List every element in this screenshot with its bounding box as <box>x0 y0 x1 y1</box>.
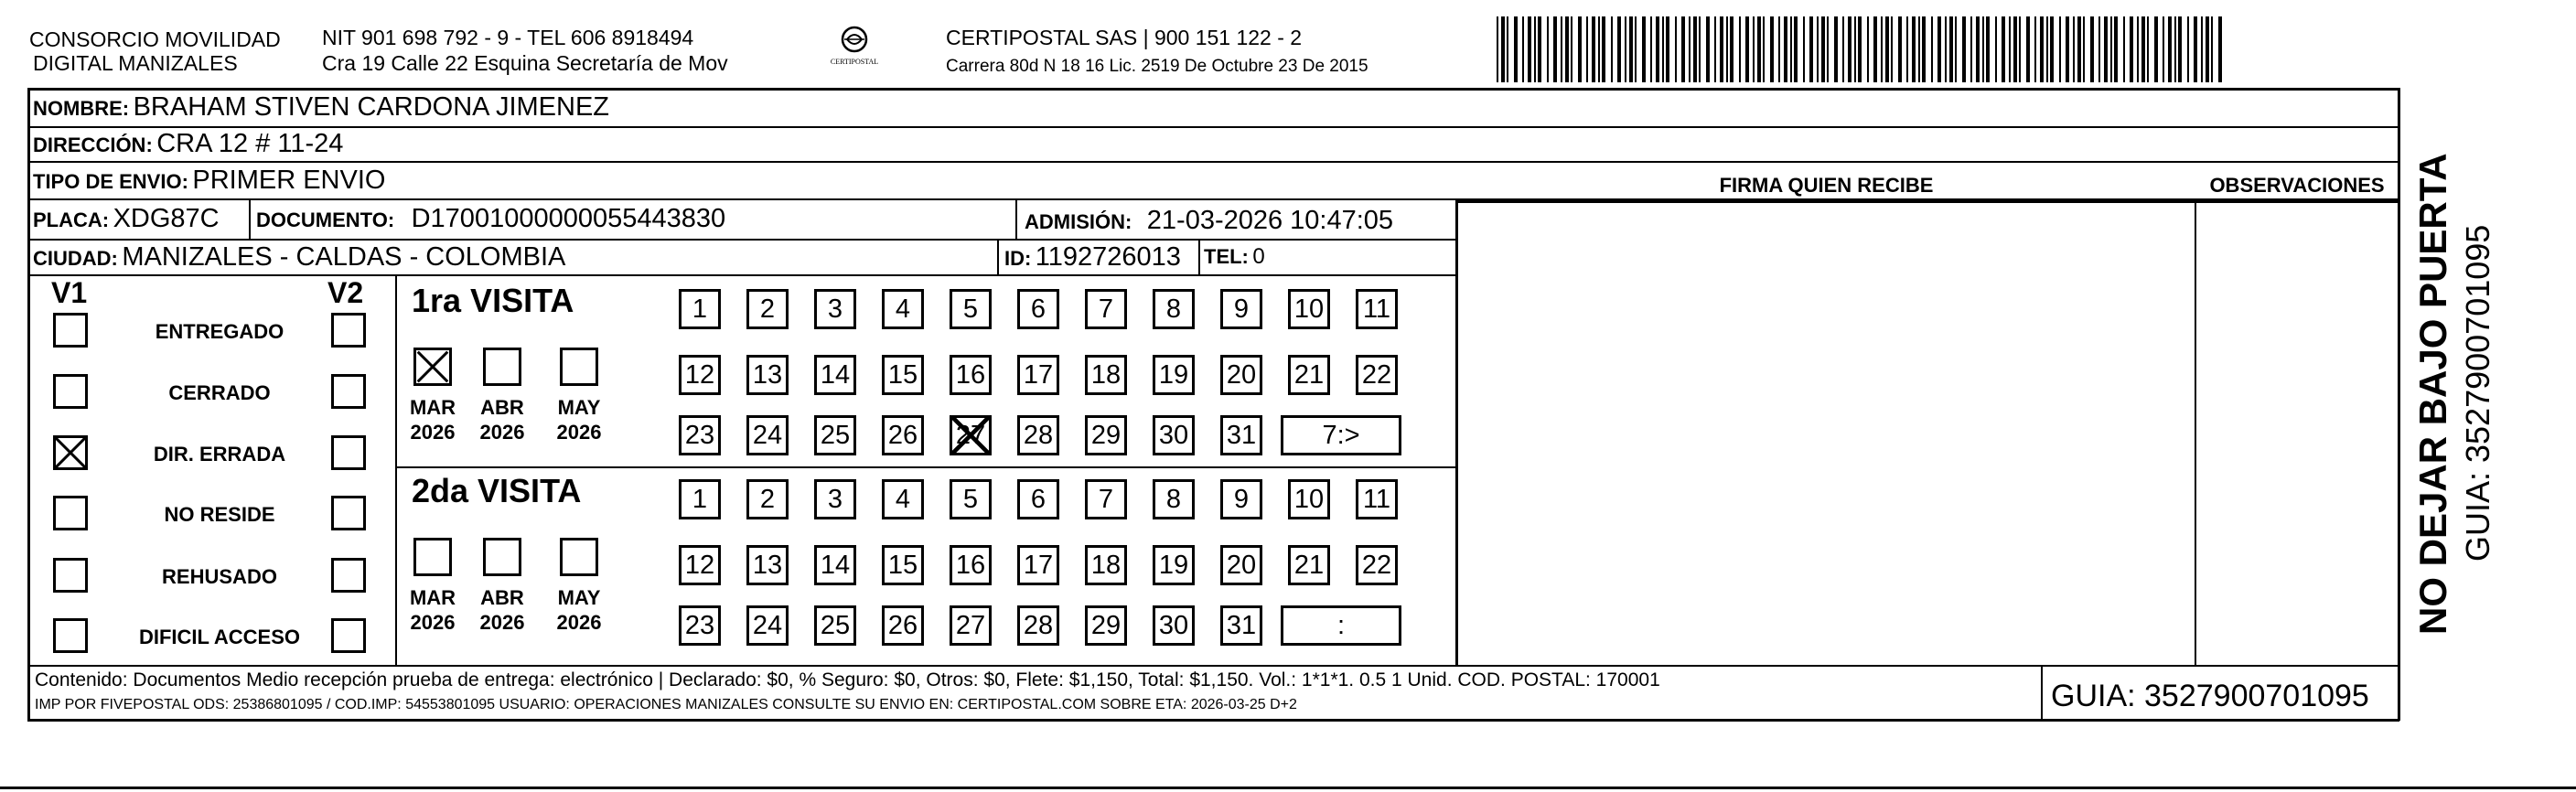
day-box[interactable]: 4 <box>882 289 924 329</box>
day-box[interactable]: 14 <box>814 355 856 395</box>
day-box[interactable]: 1 <box>679 479 721 519</box>
day-box[interactable]: 2 <box>746 479 789 519</box>
barcode-bar <box>1834 16 1838 82</box>
day-box[interactable]: 3 <box>814 479 856 519</box>
barcode-bar <box>2013 16 2017 82</box>
day-box[interactable]: 15 <box>882 545 924 585</box>
barcode-bar <box>1906 16 1908 82</box>
placa-label: PLACA: <box>33 209 110 231</box>
v1-checkbox[interactable] <box>53 496 88 530</box>
barcode-bar <box>2168 16 2172 82</box>
day-box[interactable]: 26 <box>882 415 924 455</box>
month-year: 2026 <box>556 611 602 634</box>
barcode-bar <box>1693 16 1697 82</box>
barcode-bar <box>1790 16 1792 82</box>
day-box[interactable]: 3 <box>814 289 856 329</box>
barcode-bar <box>1937 16 1941 82</box>
barcode-bar <box>2130 16 2133 82</box>
barcode-bar <box>1730 16 1733 82</box>
observaciones-area[interactable] <box>2199 205 2395 662</box>
company-address: Cra 19 Calle 22 Esquina Secretaría de Mov <box>322 51 728 75</box>
v2-checkbox[interactable] <box>331 313 366 348</box>
barcode-bar <box>2098 16 2100 82</box>
day-box[interactable]: 25 <box>814 415 856 455</box>
nombre-value: BRAHAM STIVEN CARDONA JIMENEZ <box>133 92 610 122</box>
day-box[interactable]: 18 <box>1085 355 1127 395</box>
day-box[interactable]: 1 <box>679 289 721 329</box>
barcode-bar <box>1726 16 1728 82</box>
day-box[interactable]: 10 <box>1288 479 1330 519</box>
barcode-bar <box>1534 16 1536 82</box>
status-label: REHUSADO <box>162 565 277 588</box>
barcode-bar <box>2201 16 2203 82</box>
day-box[interactable]: 9 <box>1220 289 1262 329</box>
barcode-bar <box>1578 16 1582 82</box>
day-box[interactable]: 4 <box>882 479 924 519</box>
barcode-bar <box>1586 16 1588 82</box>
barcode <box>1497 16 2228 82</box>
day-box[interactable]: 29 <box>1085 415 1127 455</box>
barcode-bar <box>1817 16 1819 82</box>
barcode-bar <box>1497 16 1498 82</box>
barcode-bar <box>2174 16 2176 82</box>
month-label <box>547 585 611 635</box>
day-box[interactable]: 30 <box>1153 605 1195 646</box>
day-box[interactable]: 2 <box>746 289 789 329</box>
barcode-bar <box>2211 16 2213 82</box>
barcode-bar <box>1918 16 1920 82</box>
direccion-field <box>33 128 343 164</box>
barcode-bar <box>2110 16 2112 82</box>
barcode-bar <box>2002 16 2005 82</box>
barcode-bar <box>1794 16 1798 82</box>
month-checkbox[interactable] <box>560 538 598 576</box>
barcode-bar <box>2073 16 2075 82</box>
barcode-bar <box>1598 16 1600 82</box>
day-box[interactable]: 24 <box>746 605 789 646</box>
barcode-bar <box>1635 16 1637 82</box>
day-box[interactable]: 21 <box>1288 545 1330 585</box>
barcode-bar <box>1642 16 1646 82</box>
day-box[interactable]: 27 <box>950 415 992 455</box>
day-box[interactable]: 24 <box>746 415 789 455</box>
barcode-bar <box>1922 16 1926 82</box>
day-box[interactable]: 19 <box>1153 355 1195 395</box>
day-box[interactable]: 16 <box>950 545 992 585</box>
day-box[interactable]: 22 <box>1356 545 1398 585</box>
barcode-bar <box>2218 16 2222 82</box>
barcode-bar <box>2019 16 2021 82</box>
tel-value: 0 <box>1252 244 1265 269</box>
firma-quien-recibe-label: FIRMA QUIEN RECIBE <box>1719 174 1934 197</box>
day-box[interactable]: 21 <box>1288 355 1330 395</box>
visit-title: 2da VISITA <box>412 472 582 509</box>
barcode-bar <box>1571 16 1572 82</box>
barcode-bar <box>1656 16 1659 82</box>
day-box[interactable]: 29 <box>1085 605 1127 646</box>
barcode-bar <box>1803 16 1805 82</box>
barcode-bar <box>1867 16 1869 82</box>
barcode-bar <box>1720 16 1723 82</box>
guia-footer: GUIA: 3527900701095 <box>2051 679 2369 713</box>
day-box[interactable]: 31 <box>1220 605 1262 646</box>
admision-label: ADMISIÓN: <box>1025 210 1132 233</box>
barcode-bar <box>1784 16 1787 82</box>
barcode-bar <box>1970 16 1972 82</box>
status-label: DIFICIL ACCESO <box>138 626 300 648</box>
visit-time-box[interactable]: : <box>1281 605 1401 646</box>
barcode-bar <box>2046 16 2048 82</box>
barcode-bar <box>1689 16 1690 82</box>
barcode-bar <box>2090 16 2094 82</box>
barcode-bar <box>1873 16 1877 82</box>
day-box[interactable]: 22 <box>1356 355 1398 395</box>
day-box[interactable]: 31 <box>1220 415 1262 455</box>
month-checkbox[interactable] <box>413 538 452 576</box>
barcode-bar <box>1611 16 1613 82</box>
barcode-bar <box>2147 16 2149 82</box>
day-box[interactable]: 6 <box>1017 289 1059 329</box>
company-name-line2: DIGITAL MANIZALES <box>33 51 238 75</box>
barcode-bar <box>1778 16 1780 82</box>
barcode-bar <box>1592 16 1595 82</box>
barcode-bar <box>2154 16 2158 82</box>
barcode-bar <box>2194 16 2197 82</box>
v2-checkbox[interactable] <box>331 435 366 470</box>
month-name: ABR <box>480 586 524 609</box>
documento-label: DOCUMENTO: <box>256 209 395 231</box>
month-name: MAR <box>409 586 456 609</box>
month-checkbox[interactable] <box>560 348 598 386</box>
day-box[interactable]: 7 <box>1085 289 1127 329</box>
v1-checkbox[interactable] <box>53 558 88 593</box>
barcode-bar <box>2050 16 2054 82</box>
placa-value: XDG87C <box>113 204 220 233</box>
day-box[interactable]: 30 <box>1153 415 1195 455</box>
day-box[interactable]: 14 <box>814 545 856 585</box>
barcode-bar <box>1757 16 1761 82</box>
barcode-bar <box>2066 16 2069 82</box>
barcode-bar <box>2178 16 2182 82</box>
barcode-bar <box>2114 16 2118 82</box>
barcode-bar <box>1931 16 1933 82</box>
v2-checkbox[interactable] <box>331 558 366 593</box>
barcode-bar <box>1739 16 1741 82</box>
barcode-bar <box>1955 16 1957 82</box>
day-box[interactable]: 6 <box>1017 479 1059 519</box>
barcode-bar <box>1858 16 1862 82</box>
day-box[interactable]: 11 <box>1356 479 1398 519</box>
tipo-envio-label: TIPO DE ENVIO: <box>33 170 188 193</box>
barcode-bar <box>1809 16 1813 82</box>
barcode-bar <box>1514 16 1518 82</box>
barcode-bar <box>1617 16 1621 82</box>
ciudad-value: MANIZALES - CALDAS - COLOMBIA <box>122 242 566 272</box>
v1-checkbox[interactable] <box>53 618 88 653</box>
day-box[interactable]: 11 <box>1356 289 1398 329</box>
barcode-bar <box>1986 16 1990 82</box>
barcode-bar <box>1625 16 1626 82</box>
barcode-bar <box>2104 16 2108 82</box>
barcode-bar <box>1553 16 1557 82</box>
day-box[interactable]: 18 <box>1085 545 1127 585</box>
barcode-bar <box>1561 16 1562 82</box>
barcode-bar <box>1821 16 1825 82</box>
month-year: 2026 <box>410 611 456 634</box>
day-box[interactable]: 27 <box>950 605 992 646</box>
barcode-bar <box>1854 16 1856 82</box>
month-checkbox[interactable] <box>413 348 452 386</box>
carrier-name: CERTIPOSTAL SAS | 900 151 122 - 2 <box>946 26 1303 49</box>
month-label <box>547 395 611 444</box>
v1-label: V1 <box>51 276 88 309</box>
v2-checkbox[interactable] <box>331 618 366 653</box>
day-box[interactable]: 20 <box>1220 355 1262 395</box>
barcode-bar <box>1898 16 1902 82</box>
month-label <box>470 395 534 444</box>
carrier-address: Carrera 80d N 18 16 Lic. 2519 De Octubre 23 De 2015 <box>946 57 1368 76</box>
visit-title: 1ra VISITA <box>412 282 574 319</box>
day-box[interactable]: 10 <box>1288 289 1330 329</box>
barcode-bar <box>1714 16 1716 82</box>
day-box[interactable]: 17 <box>1017 355 1059 395</box>
day-box[interactable]: 17 <box>1017 545 1059 585</box>
barcode-bar <box>1675 16 1677 82</box>
guia-side: GUIA: 3527900701095 <box>2459 224 2496 562</box>
barcode-bar <box>1962 16 1966 82</box>
barcode-bar <box>1522 16 1524 82</box>
barcode-bar <box>2083 16 2085 82</box>
barcode-bar <box>2040 16 2044 82</box>
month-year: 2026 <box>410 421 456 444</box>
month-checkbox[interactable] <box>483 348 521 386</box>
certipostal-logo <box>829 24 880 66</box>
tel-label: TEL: <box>1204 245 1249 268</box>
barcode-bar <box>1827 16 1829 82</box>
v1-checkbox[interactable] <box>53 313 88 348</box>
nombre-field <box>33 91 609 127</box>
admision-field <box>1025 205 1393 241</box>
direccion-label: DIRECCIÓN: <box>33 134 153 156</box>
day-box[interactable]: 7 <box>1085 479 1127 519</box>
v2-checkbox[interactable] <box>331 496 366 530</box>
day-box[interactable]: 15 <box>882 355 924 395</box>
day-box[interactable]: 9 <box>1220 479 1262 519</box>
barcode-bar <box>2009 16 2011 82</box>
barcode-bar <box>1565 16 1569 82</box>
barcode-bar <box>1662 16 1664 82</box>
barcode-bar <box>1528 16 1531 82</box>
bottom-separator <box>0 787 2576 789</box>
day-box[interactable]: 8 <box>1153 479 1195 519</box>
barcode-bar <box>1881 16 1883 82</box>
month-name: MAR <box>409 396 456 419</box>
v2-label: V2 <box>327 276 364 309</box>
barcode-bar <box>1547 16 1549 82</box>
month-year: 2026 <box>479 611 525 634</box>
company-nit: NIT 901 698 792 - 9 - TEL 606 8918494 <box>322 26 694 49</box>
id-field <box>1004 241 1181 277</box>
no-dejar-bajo-puerta: NO DEJAR BAJO PUERTA <box>2411 153 2454 635</box>
day-box[interactable]: 12 <box>679 355 721 395</box>
barcode-bar <box>1995 16 1997 82</box>
day-box[interactable]: 16 <box>950 355 992 395</box>
month-name: MAY <box>557 396 601 419</box>
day-box[interactable]: 23 <box>679 605 721 646</box>
barcode-bar <box>2137 16 2139 82</box>
day-box[interactable]: 28 <box>1017 605 1059 646</box>
barcode-bar <box>1501 16 1505 82</box>
id-value: 1192726013 <box>1035 242 1181 272</box>
barcode-bar <box>1538 16 1541 82</box>
barcode-bar <box>2026 16 2030 82</box>
day-box[interactable]: 13 <box>746 545 789 585</box>
barcode-bar <box>1681 16 1685 82</box>
signature-area[interactable] <box>1460 205 2192 662</box>
ciudad-field <box>33 241 565 277</box>
barcode-bar <box>2034 16 2036 82</box>
month-checkbox[interactable] <box>483 538 521 576</box>
barcode-bar <box>1666 16 1669 82</box>
placa-field <box>33 203 220 239</box>
v1-checkbox[interactable] <box>53 374 88 409</box>
day-box[interactable]: 5 <box>950 479 992 519</box>
day-box[interactable]: 25 <box>814 605 856 646</box>
documento-field <box>256 203 725 239</box>
company-name-line1: CONSORCIO MOVILIDAD <box>29 27 281 51</box>
day-box[interactable]: 28 <box>1017 415 1059 455</box>
barcode-bar <box>1842 16 1844 82</box>
logo-text: CERTIPOSTAL <box>830 58 879 66</box>
barcode-bar <box>1891 16 1893 82</box>
barcode-bar <box>1770 16 1774 82</box>
month-label <box>470 585 534 635</box>
barcode-bar <box>2059 16 2061 82</box>
barcode-bar <box>2077 16 2081 82</box>
barcode-bar <box>1945 16 1947 82</box>
imp-text: IMP POR FIVEPOSTAL ODS: 25386801095 / COD.IMP: 54553801095 USUARIO: OPERACIONES MANIZALES CONSULTE SU ENVIO EN: CERTIPOSTAL.COM SOBRE ETA: 2026-03-25 D+2 <box>35 697 1297 712</box>
status-label: DIR. ERRADA <box>153 443 286 466</box>
barcode-bar <box>1763 16 1765 82</box>
day-box[interactable]: 19 <box>1153 545 1195 585</box>
month-year: 2026 <box>556 421 602 444</box>
month-name: MAY <box>557 586 601 609</box>
barcode-bar <box>2123 16 2125 82</box>
barcode-bar <box>1982 16 1984 82</box>
barcode-bar <box>1885 16 1889 82</box>
day-box[interactable]: 20 <box>1220 545 1262 585</box>
barcode-bar <box>1949 16 1953 82</box>
month-label <box>401 585 465 635</box>
observaciones-label: OBSERVACIONES <box>2209 174 2385 197</box>
status-label: ENTREGADO <box>155 320 284 343</box>
direccion-value: CRA 12 # 11-24 <box>156 129 344 158</box>
v1-checkbox[interactable] <box>53 435 88 470</box>
ciudad-label: CIUDAD: <box>33 247 118 270</box>
barcode-bar <box>1745 16 1749 82</box>
day-box[interactable]: 23 <box>679 415 721 455</box>
barcode-bar <box>1507 16 1508 82</box>
barcode-bar <box>1848 16 1852 82</box>
admision-value: 21-03-2026 10:47:05 <box>1146 206 1394 235</box>
logo-icon <box>836 24 873 55</box>
tel-field <box>1204 241 1265 275</box>
status-label: NO RESIDE <box>164 503 275 526</box>
month-name: ABR <box>480 396 524 419</box>
tipo-envio-field <box>33 165 385 200</box>
barcode-bar <box>1650 16 1652 82</box>
barcode-bar <box>1602 16 1605 82</box>
day-box[interactable]: 13 <box>746 355 789 395</box>
barcode-bar <box>2163 16 2164 82</box>
barcode-bar <box>2187 16 2189 82</box>
barcode-bar <box>2206 16 2209 82</box>
day-box[interactable]: 12 <box>679 545 721 585</box>
barcode-bar <box>1976 16 1980 82</box>
month-year: 2026 <box>479 421 525 444</box>
id-label: ID: <box>1004 247 1032 270</box>
day-box[interactable]: 26 <box>882 605 924 646</box>
visit-time-box[interactable]: 7:> <box>1281 415 1401 455</box>
day-box[interactable]: 5 <box>950 289 992 329</box>
status-label: CERRADO <box>168 381 271 404</box>
day-box[interactable]: 8 <box>1153 289 1195 329</box>
barcode-bar <box>2141 16 2145 82</box>
barcode-bar <box>1753 16 1755 82</box>
barcode-bar <box>1699 16 1701 82</box>
nombre-label: NOMBRE: <box>33 97 130 120</box>
month-label <box>401 395 465 444</box>
documento-value: D17001000000055443830 <box>411 204 726 233</box>
barcode-bar <box>1912 16 1916 82</box>
barcode-bar <box>1706 16 1710 82</box>
tipo-envio-value: PRIMER ENVIO <box>192 166 386 195</box>
contenido-text: Contenido: Documentos Medio recepción prueba de entrega: electrónico | Declarado: $0, % Seguro: $0, Otros: $0, Flete: $1,150, Total: $1,150. Vol.: 1*1*1. 0.5 1 Unid. COD. POSTAL: 170001 <box>35 669 1660 690</box>
v2-checkbox[interactable] <box>331 374 366 409</box>
barcode-bar <box>1629 16 1633 82</box>
